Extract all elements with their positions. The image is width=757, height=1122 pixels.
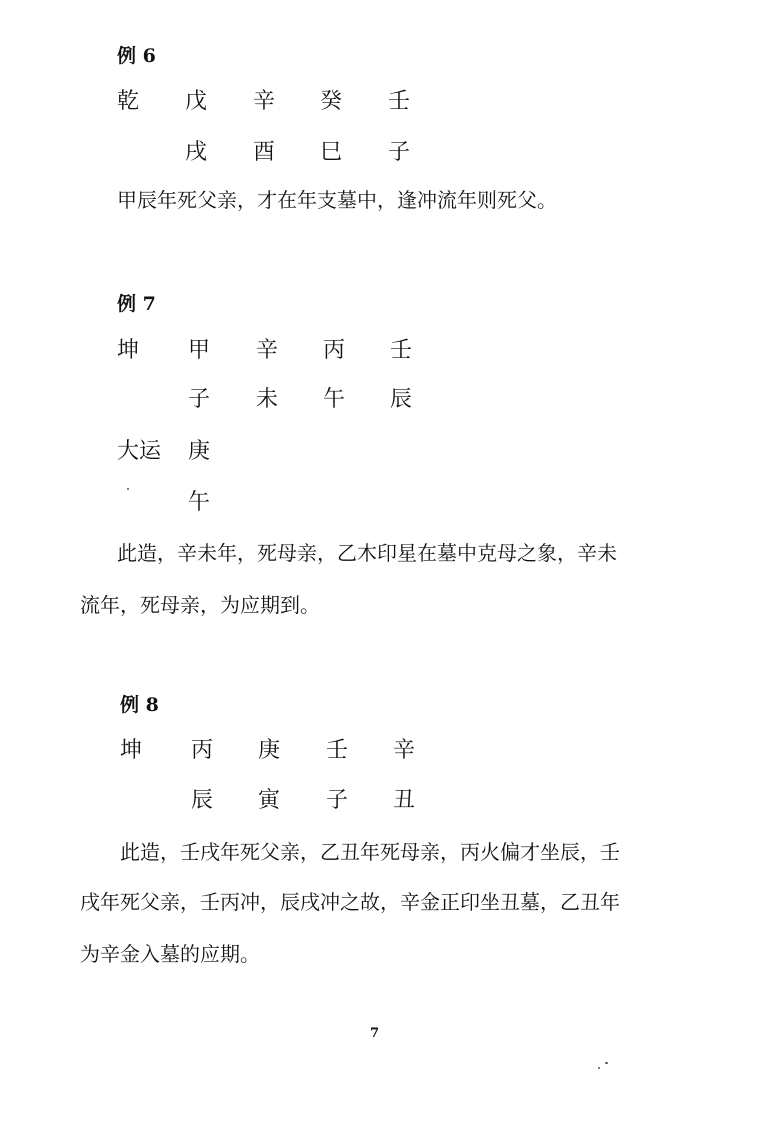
example-8-text-line-2: 戌年死父亲，壬丙冲，辰戌冲之故，辛金正印坐丑墓，乙丑年 — [80, 890, 620, 914]
example-8-stem-4: 辛 — [393, 738, 416, 763]
example-7-stem-2: 辛 — [256, 338, 279, 363]
example-6-stem-3: 癸 — [320, 89, 343, 114]
example-8-branch-3: 子 — [326, 788, 349, 813]
example-7-stem-4: 壬 — [390, 338, 413, 363]
example-7-branch-4: 辰 — [390, 387, 413, 412]
example-8-branch-2: 寅 — [258, 788, 281, 813]
example-7-text-line-1: 此造，辛未年，死母亲，乙木印星在墓中克母之象，辛未 — [117, 541, 617, 565]
example-7-stem-3: 丙 — [323, 338, 346, 363]
example-8-label: 例 8 — [120, 694, 159, 716]
scan-speck — [598, 1067, 600, 1069]
example-6-stem-2: 辛 — [253, 89, 276, 114]
example-6-stem-4: 壬 — [388, 89, 411, 114]
example-6-text-line-1: 甲辰年死父亲，才在年支墓中，逢冲流年则死父。 — [117, 188, 557, 212]
example-7-dayun-branch: 午 — [188, 490, 211, 515]
example-6-branch-1: 戌 — [185, 140, 208, 165]
example-6-branch-2: 酉 — [253, 140, 276, 165]
example-6-branch-3: 巳 — [320, 140, 343, 165]
example-7-dayun-label: 大运 — [117, 439, 162, 464]
example-8-text-line-3: 为辛金入墓的应期。 — [80, 942, 260, 966]
example-6-branch-4: 子 — [388, 140, 411, 165]
scan-speck — [127, 488, 129, 490]
example-7-text-line-2: 流年，死母亲，为应期到。 — [80, 593, 320, 617]
example-7-branch-1: 子 — [188, 387, 211, 412]
example-7-branch-2: 未 — [256, 387, 279, 412]
example-6-gender: 乾 — [117, 89, 140, 114]
example-8-gender: 坤 — [120, 738, 143, 763]
example-6-label: 例 6 — [117, 45, 156, 67]
example-8-branch-4: 丑 — [393, 788, 416, 813]
example-7-dayun-stem: 庚 — [188, 439, 211, 464]
example-8-stem-3: 壬 — [326, 738, 349, 763]
example-7-gender: 坤 — [117, 338, 140, 363]
example-7-stem-1: 甲 — [188, 338, 211, 363]
example-8-stem-1: 丙 — [191, 738, 214, 763]
example-8-stem-2: 庚 — [258, 738, 281, 763]
page-number: 7 — [370, 1026, 380, 1041]
example-8-text-line-1: 此造，壬戌年死父亲，乙丑年死母亲，丙火偏才坐辰，壬 — [120, 840, 620, 864]
scan-speck — [605, 1062, 608, 1064]
example-8-branch-1: 辰 — [191, 788, 214, 813]
example-7-label: 例 7 — [117, 293, 156, 315]
example-7-branch-3: 午 — [323, 387, 346, 412]
example-6-stem-1: 戊 — [185, 89, 208, 114]
